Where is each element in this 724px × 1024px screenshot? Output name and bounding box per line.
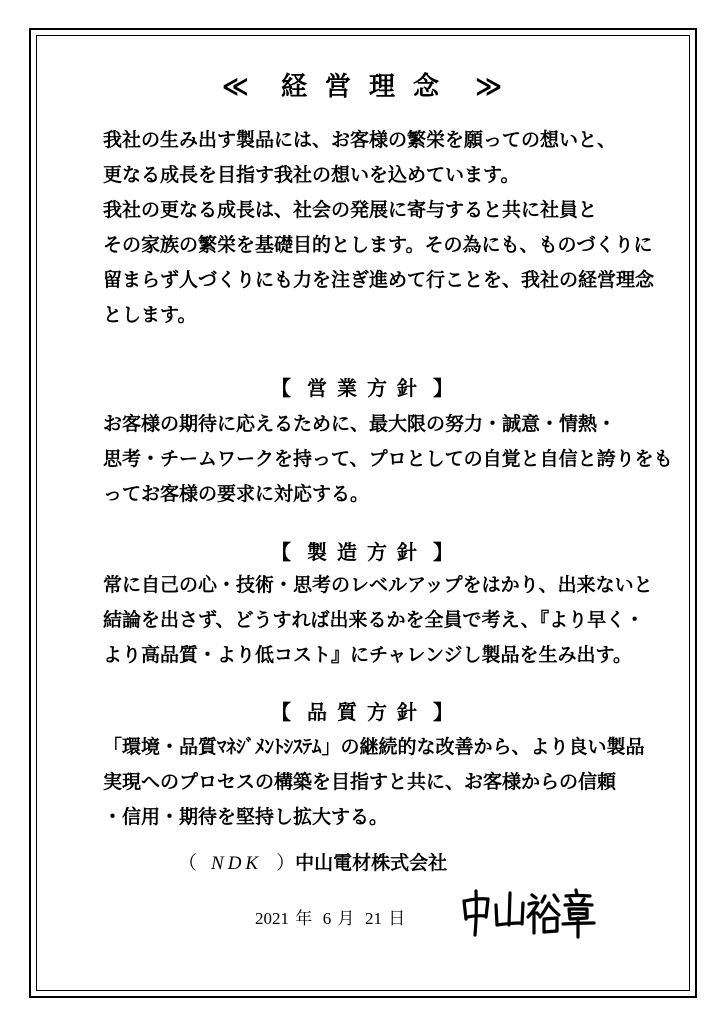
sales-policy-line: お客様の期待に応えるために、最大限の努力・誠意・情熱・	[103, 413, 617, 435]
philosophy-line: 留まらず人づくりにも力を注ぎ進めて行ことを、我社の経営理念	[103, 269, 655, 291]
quality-policy-line: 「環境・品質ﾏﾈｼﾞﾒﾝﾄｼｽﾃﾑ」の継続的な改善から、より良い製品	[103, 736, 645, 758]
heading-open-bracket: 【	[271, 540, 291, 564]
company-full-name: 中山電材株式会社	[295, 852, 448, 874]
heading-close-bracket: 】	[433, 700, 453, 724]
document-date	[255, 904, 407, 929]
heading-close-bracket: 】	[433, 376, 453, 400]
title-open-bracket: ≪	[221, 72, 249, 102]
heading-text: 製造方針	[307, 540, 427, 564]
quality-policy-heading	[0, 696, 724, 725]
philosophy-line: その家族の繁栄を基礎目的とします。その為にも、ものづくりに	[103, 234, 653, 256]
manufacturing-policy-line: 結論を出さず、どうすれば出来るかを全員で考え、『より早く・	[103, 609, 645, 631]
heading-open-bracket: 【	[271, 700, 291, 724]
sales-policy-line: ってお客様の要求に対応する。	[103, 483, 370, 505]
sales-policy-heading	[0, 372, 724, 401]
date-month: 6	[322, 909, 332, 928]
title-text: 経営理念	[280, 72, 457, 102]
date-month-unit: 月	[337, 909, 355, 928]
heading-open-bracket: 【	[271, 376, 291, 400]
company-open-paren: （	[178, 852, 198, 874]
quality-policy-paragraph	[103, 730, 643, 835]
sales-policy-paragraph	[103, 407, 673, 512]
document-title	[0, 66, 724, 103]
manufacturing-policy-heading	[0, 536, 724, 565]
heading-text: 営業方針	[307, 376, 427, 400]
manufacturing-policy-line: 常に自己の心・技術・思考のレベルアップをはかり、出来ないと	[103, 574, 653, 596]
philosophy-line: とします。	[103, 304, 197, 326]
heading-text: 品質方針	[307, 700, 427, 724]
manufacturing-policy-paragraph	[103, 568, 653, 673]
philosophy-line: 我社の生み出す製品には、お客様の繁栄を願っての想いと、	[103, 129, 617, 151]
philosophy-paragraph	[103, 123, 655, 333]
company-close-paren: ）	[276, 852, 296, 874]
date-day-unit: 日	[388, 909, 406, 928]
manufacturing-policy-line: より高品質・より低コスト』にチャレンジし製品を生み出す。	[103, 644, 632, 666]
date-year-unit: 年	[295, 909, 313, 928]
philosophy-line: 我社の更なる成長は、社会の発展に寄与すると共に社員と	[103, 199, 598, 221]
title-close-bracket: ≫	[475, 72, 503, 102]
date-day: 21	[365, 909, 382, 928]
company-name	[178, 848, 447, 875]
company-abbreviation: NDK	[211, 853, 263, 874]
quality-policy-line: 実現へのプロセスの構築を目指すと共に、お客様からの信頼	[103, 771, 617, 793]
philosophy-line: 更なる成長を目指す我社の想いを込めています。	[103, 164, 520, 186]
sales-policy-line: 思考・チームワークを持って、プロとしての自覚と自信と誇りをも	[103, 448, 673, 470]
heading-close-bracket: 】	[433, 540, 453, 564]
quality-policy-line: ・信用・期待を堅持し拡大する。	[103, 806, 389, 828]
handwritten-signature	[458, 887, 598, 939]
date-year: 2021	[255, 909, 289, 928]
